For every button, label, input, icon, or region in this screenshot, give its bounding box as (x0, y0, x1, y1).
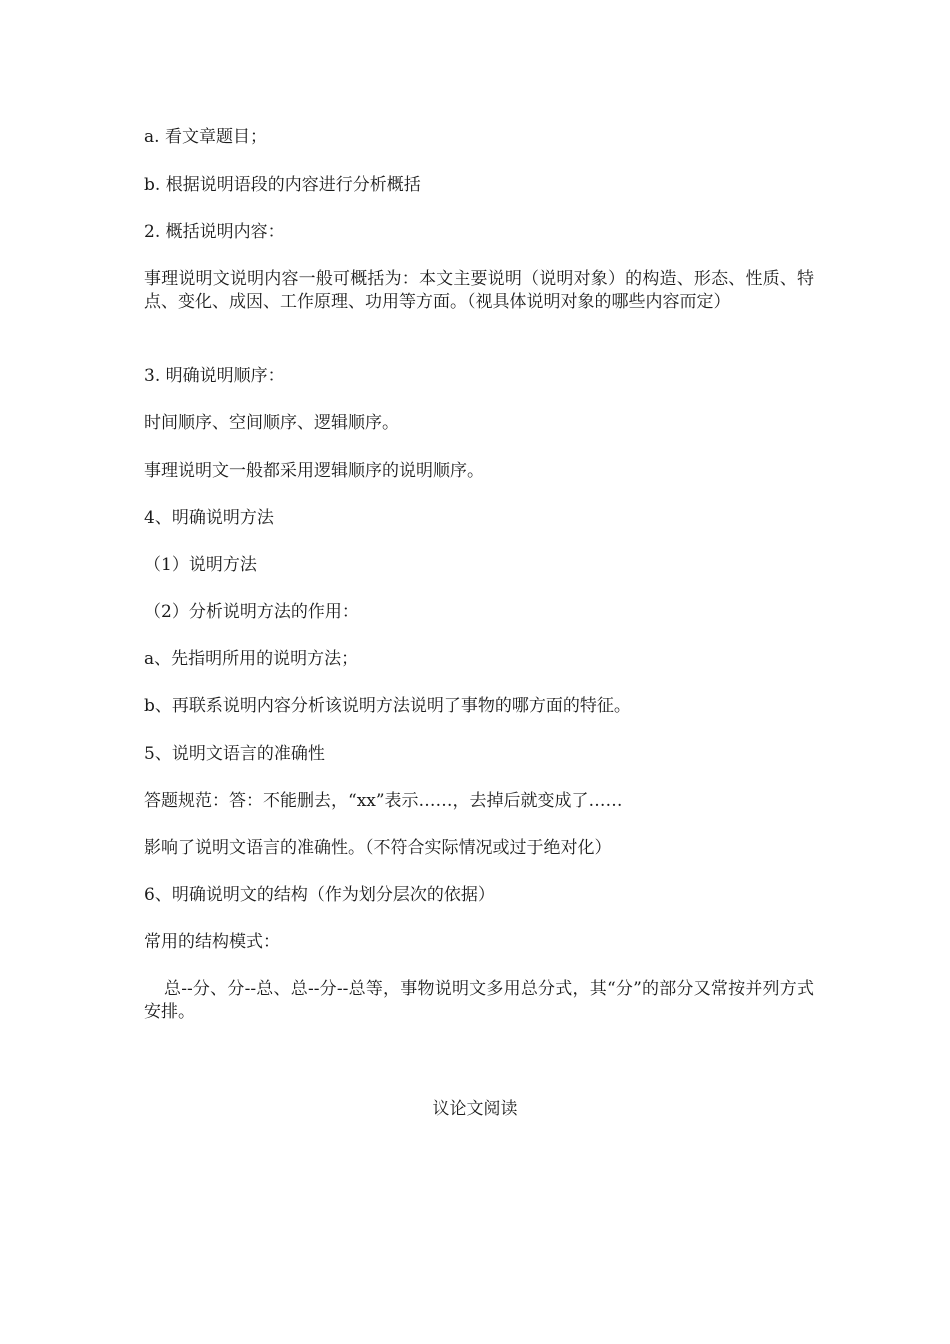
section-3-orders: 时间顺序、空间顺序、逻辑顺序。 (144, 413, 399, 433)
next-section-title: 议论文阅读 (432, 1099, 518, 1119)
section-4-item-2: （2）分析说明方法的作用： (144, 602, 359, 622)
section-6-modes: 常用的结构模式： (144, 932, 280, 952)
item-a-read-title: a. 看文章题目； (144, 127, 267, 147)
item-b-summarize: b. 根据说明语段的内容进行分析概括 (144, 175, 421, 195)
section-5-effect: 影响了说明文语言的准确性。（不符合实际情况或过于绝对化） (144, 838, 612, 858)
section-5-answer: 答题规范：答：不能删去，“xx”表示……，去掉后就变成了…… (144, 791, 623, 811)
section-4-item-b: b、再联系说明内容分析该说明方法说明了事物的哪方面的特征。 (144, 696, 631, 716)
section-4-heading: 4、明确说明方法 (144, 508, 274, 528)
section-3-heading: 3. 明确说明顺序： (144, 366, 285, 386)
section-2-body: 事理说明文说明内容一般可概括为：本文主要说明（说明对象）的构造、形态、性质、特点、变化、成因、工作原理、功用等方面。（视具体说明对象的哪些内容而定） (144, 269, 814, 312)
section-5-heading: 5、说明文语言的准确性 (144, 744, 325, 764)
section-4-item-1: （1）说明方法 (144, 555, 257, 575)
section-3-note: 事理说明文一般都采用逻辑顺序的说明顺序。 (144, 461, 484, 481)
section-6-heading: 6、明确说明文的结构（作为划分层次的依据） (144, 885, 495, 905)
section-2-heading: 2. 概括说明内容： (144, 222, 285, 242)
section-6-body: 总--分、分--总、总--分--总等，事物说明文多用总分式，其“分”的部分又常按并列方式安排。 (144, 979, 814, 1022)
section-4-item-a: a、先指明所用的说明方法； (144, 649, 359, 669)
